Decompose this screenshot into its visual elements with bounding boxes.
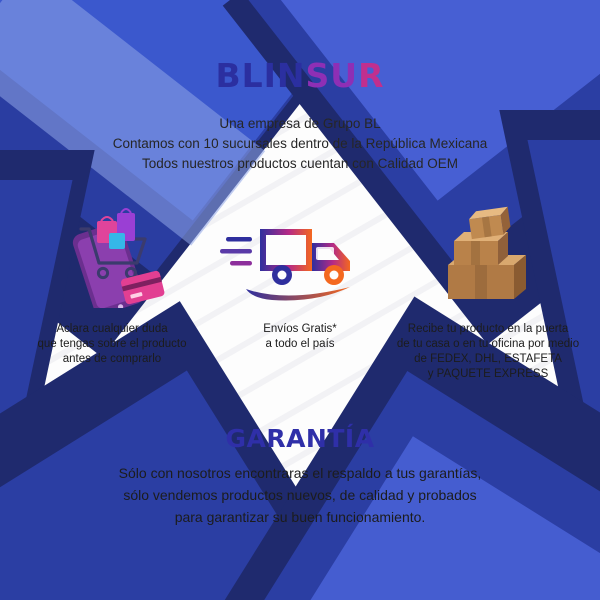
brand-logo-part-2: SU	[305, 56, 359, 95]
headline-line-3: Todos nuestros productos cuentan con Calidad OEM	[142, 156, 458, 171]
delivery-truck-icon	[206, 200, 394, 310]
brand-logo	[0, 56, 600, 95]
feature-caption-line-2: que tengas sobre el producto	[37, 338, 187, 350]
feature-item	[18, 200, 206, 367]
guarantee-line-1: Sólo con nosotros encontraras el respaldo a tus garantías,	[118, 465, 482, 481]
feature-item	[394, 200, 582, 382]
feature-caption-line-3: de FEDEX, DHL, ESTAFETA	[414, 353, 562, 365]
feature-caption-line-3: antes de comprarlo	[62, 353, 162, 365]
guarantee-line-3: para garantizar su buen funcionamiento.	[174, 509, 426, 525]
brand-logo-part-3: R	[358, 56, 385, 95]
feature-item	[206, 200, 394, 352]
guarantee-title: GARANTÍA	[225, 424, 375, 453]
feature-caption	[206, 322, 394, 352]
feature-caption-line-1: Envíos Gratis*	[263, 323, 337, 335]
guarantee-line-2: sólo vendemos productos nuevos, de calidad y probados	[123, 487, 477, 503]
feature-caption-line-2: de tu casa o en tu oficina por medio	[396, 338, 580, 350]
feature-caption-line-1: Recibe tu producto en la puerta	[407, 323, 569, 335]
headline-line-2: Contamos con 10 sucursales dentro de la República Mexicana	[112, 136, 488, 151]
features-row	[18, 200, 582, 382]
feature-caption-line-2: a todo el país	[265, 338, 335, 350]
feature-caption-line-4: y PAQUETE EXPRESS	[427, 368, 549, 380]
online-shopping-cart-icon	[18, 200, 206, 310]
brand-logo-part-1: BLIN	[215, 56, 306, 95]
stacked-boxes-icon	[394, 200, 582, 310]
feature-caption	[18, 322, 206, 367]
guarantee-body	[0, 462, 600, 528]
feature-caption-line-1: Aclara cualquier duda	[56, 323, 168, 335]
feature-caption	[394, 322, 582, 382]
headline-block	[0, 114, 600, 174]
headline-line-1: Una empresa de Grupo BL	[219, 116, 381, 131]
